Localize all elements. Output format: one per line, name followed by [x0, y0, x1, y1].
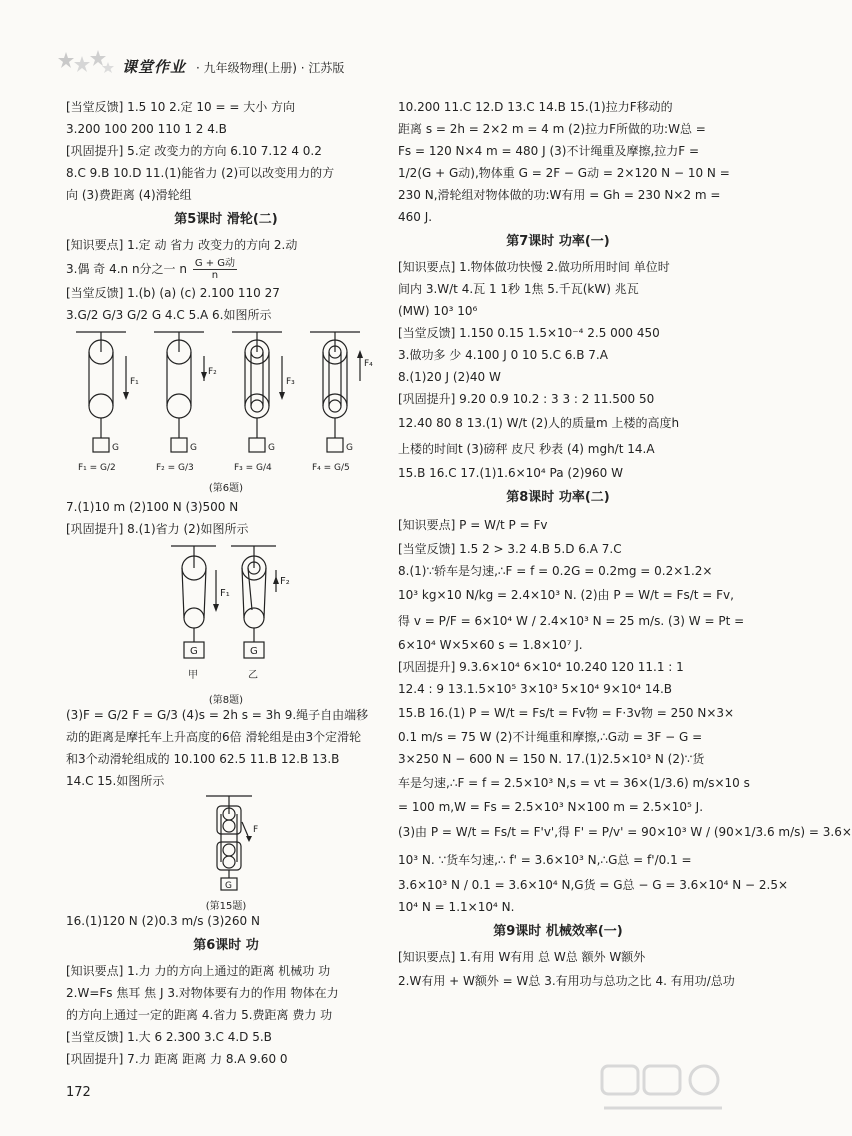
answer-line: 460 J. — [398, 210, 433, 224]
answer-line: 的方向上通过一定的距离 4.省力 5.费距离 费力 功 — [66, 1008, 333, 1022]
lesson-heading: 第5课时 滑轮(二) — [174, 212, 278, 227]
pulley-diagram-8 — [66, 540, 386, 688]
left-column — [66, 96, 386, 1070]
figure-caption: (第6题) — [208, 483, 244, 494]
answer-line: 8.C 9.B 10.D 11.(1)能省力 (2)可以改变用力的方 — [66, 166, 335, 180]
answer-line: 230 N,滑轮组对物体做的功:W有用 = Gh = 230 N×2 m = — [398, 188, 721, 202]
figure-sub-label: 乙 — [248, 670, 258, 681]
answer-line: 10.200 11.C 12.D 13.C 14.B 15.(1)拉力F移动的 — [398, 100, 673, 114]
answer-line: [巩固提升] 7.力 距离 距离 力 8.A 9.60 0 — [66, 1052, 288, 1066]
answer-text: 3.偶 奇 4.n n分之一 n — [66, 262, 187, 276]
svg-text:G: G — [250, 646, 258, 657]
answer-line: 车是匀速,∴F = f = 2.5×10³ N,s = vt = 36×(1/3.6) m/s×10 s — [398, 776, 750, 790]
answer-line: (3)由 P = W/t = Fs/t = F'v',得 F' = P/v' = 90×10³ W / (90×1/3.6 m/s) = 3.6× — [398, 825, 852, 839]
svg-text:G: G — [346, 443, 353, 453]
lesson-heading: 第7课时 功率(一) — [506, 234, 610, 249]
force-equation: F₁ = G/2 — [78, 463, 116, 473]
answer-line: [巩固提升] 9.20 0.9 10.2 : 3 3 : 2 11.500 50 — [398, 392, 655, 406]
svg-text:G: G — [225, 881, 232, 891]
svg-text:F₂: F₂ — [280, 576, 290, 587]
answer-line: 14.C 15.如图所示 — [66, 774, 165, 788]
lesson-heading: 第9课时 机械效率(一) — [493, 924, 623, 939]
answer-line: 0.1 m/s = 75 W (2)不计绳重和摩擦,∴G动 = 3F − G = — [398, 730, 703, 744]
decorative-stars-icon — [58, 48, 116, 80]
answer-line: [知识要点] 1.物体做功快慢 2.做功所用时间 单位时 — [398, 260, 670, 274]
answer-line: [巩固提升] 9.3.6×10⁴ 6×10⁴ 10.240 120 11.1 : 1 — [398, 660, 684, 674]
figure-15 — [66, 792, 386, 910]
force-label: F₃ — [286, 377, 295, 387]
answer-line: 16.(1)120 N (2)0.3 m/s (3)260 N — [66, 914, 260, 928]
force-equation: F₃ = G/4 — [234, 463, 272, 473]
fraction-numerator: G + G动 — [194, 258, 236, 269]
answer-line: 15.B 16.C 17.(1)1.6×10⁴ Pa (2)960 W — [398, 466, 623, 480]
answer-line: 10³ N. ∵货车匀速,∴ f' = 3.6×10³ N,∴G总 = f'/0.1 = — [398, 853, 692, 867]
answer-line: 动的距离是摩托车上升高度的6倍 滑轮组是由3个定滑轮 — [66, 730, 362, 744]
answer-line: [当堂反馈] 1.5 10 2.定 10 = = 大小 方向 — [66, 100, 296, 114]
answer-line: [当堂反馈] 1.(b) (a) (c) 2.100 110 27 — [66, 286, 280, 300]
right-column — [398, 96, 852, 994]
svg-text:G: G — [268, 443, 275, 453]
force-equation: F₂ = G/3 — [156, 463, 194, 473]
svg-text:G: G — [190, 646, 198, 657]
figure-caption: (第8题) — [208, 695, 244, 706]
answer-line: 3.做功多 少 4.100 J 0 10 5.C 6.B 7.A — [398, 348, 608, 362]
lesson-heading: 第8课时 功率(二) — [506, 490, 610, 505]
answer-line: [知识要点] 1.力 力的方向上通过的距离 机械功 功 — [66, 964, 331, 978]
answer-line: 向 (3)费距离 (4)滑轮组 — [66, 188, 192, 202]
answer-line: 8.(1)∵轿车是匀速,∴F = f = 0.2G = 0.2mg = 0.2×1.2× — [398, 564, 713, 578]
answer-line: [知识要点] 1.有用 W有用 总 W总 额外 W额外 — [398, 950, 646, 964]
figure-6 — [66, 326, 386, 496]
answer-line: 3.G/2 G/3 G/2 G 4.C 5.A 6.如图所示 — [66, 308, 272, 322]
answer-line: 6×10⁴ W×5×60 s = 1.8×10⁷ J. — [398, 638, 583, 652]
svg-text:G: G — [190, 443, 197, 453]
answer-line: 12.40 80 8 13.(1) W/t (2)人的质量m 上楼的高度h — [398, 416, 680, 430]
answer-line — [66, 256, 386, 282]
figure-8 — [66, 540, 386, 704]
page-header — [58, 48, 698, 88]
fraction-denominator: n — [211, 270, 219, 281]
svg-text:F₁: F₁ — [220, 588, 230, 599]
page-number: 172 — [66, 1085, 91, 1100]
svg-text:F: F — [253, 825, 259, 835]
answer-line: 上楼的时间t (3)磅秤 皮尺 秒表 (4) mgh/t 14.A — [398, 442, 655, 456]
answer-line: 2.W=Fs 焦耳 焦 J 3.对物体要有力的作用 物体在力 — [66, 986, 339, 1000]
fraction — [193, 258, 237, 281]
answer-line: [知识要点] P = W/t P = Fv — [398, 518, 548, 532]
svg-text:G: G — [112, 443, 119, 453]
force-label: F₂ — [208, 367, 217, 377]
answer-line: 2.W有用 + W额外 = W总 3.有用功与总功之比 4. 有用功/总功 — [398, 974, 735, 988]
answer-line: 7.(1)10 m (2)100 N (3)500 N — [66, 500, 239, 514]
answer-line: [巩固提升] 8.(1)省力 (2)如图所示 — [66, 522, 249, 536]
answer-line: [当堂反馈] 1.5 2 > 3.2 4.B 5.D 6.A 7.C — [398, 542, 622, 556]
answer-line: 3.200 100 200 110 1 2 4.B — [66, 122, 227, 136]
answer-line: 1/2(G + G动),物体重 G = 2F − G动 = 2×120 N − 10 N = — [398, 166, 730, 180]
lesson-heading: 第6课时 功 — [193, 938, 259, 953]
figure-sub-label: 甲 — [188, 670, 198, 681]
answer-line: 和3个动滑轮组成的 10.100 62.5 11.B 12.B 13.B — [66, 752, 340, 766]
answer-line: 10⁴ N = 1.1×10⁴ N. — [398, 900, 515, 914]
answer-line: 15.B 16.(1) P = W/t = Fs/t = Fv物 = F·3v物 = 250 N×3× — [398, 706, 735, 720]
book-title: 课堂作业 — [122, 58, 187, 76]
watermark-logo-icon — [598, 1062, 728, 1122]
answer-line: 3.6×10³ N / 0.1 = 3.6×10⁴ N,G货 = G总 − G = 3.6×10⁴ N − 2.5× — [398, 878, 789, 892]
answer-line: [知识要点] 1.定 动 省力 改变力的方向 2.动 — [66, 238, 298, 252]
force-label: F₄ — [364, 359, 373, 369]
answer-line: [巩固提升] 5.定 改变力的方向 6.10 7.12 4 0.2 — [66, 144, 322, 158]
force-equation: F₄ = G/5 — [312, 463, 350, 473]
figure-caption: (第15题) — [205, 901, 247, 912]
answer-line: 8.(1)20 J (2)40 W — [398, 370, 501, 384]
answer-line: 12.4 : 9 13.1.5×10⁵ 3×10³ 5×10⁴ 9×10⁴ 14.B — [398, 682, 673, 696]
answer-line: 3×250 N − 600 N = 150 N. 17.(1)2.5×10³ N (2)∵货 — [398, 752, 705, 766]
force-label: F₁ — [130, 377, 139, 387]
answer-line: Fs = 120 N×4 m = 480 J (3)不计绳重及摩擦,拉力F = — [398, 144, 700, 158]
answer-line: 10³ kg×10 N/kg = 2.4×10³ N. (2)由 P = W/t = Fs/t = Fv, — [398, 588, 734, 602]
pulley-diagram-6 — [66, 326, 386, 476]
answer-line: 距离 s = 2h = 2×2 m = 4 m (2)拉力F所做的功:W总 = — [398, 122, 706, 136]
book-subtitle: · 九年级物理(上册) · 江苏版 — [196, 61, 345, 75]
pulley-diagram-15 — [66, 792, 386, 894]
answer-line: (3)F = G/2 F = G/3 (4)s = 2h s = 3h 9.绳子自由端移 — [66, 708, 369, 722]
answer-line: 得 v = P/F = 6×10⁴ W / 2.4×10³ N = 25 m/s. (3) W = Pt = — [398, 614, 745, 628]
answer-line: [当堂反馈] 1.大 6 2.300 3.C 4.D 5.B — [66, 1030, 272, 1044]
answer-line: = 100 m,W = Fs = 2.5×10³ N×100 m = 2.5×10⁵ J. — [398, 800, 704, 814]
answer-line: (MW) 10³ 10⁶ — [398, 304, 478, 318]
answer-line: 间内 3.W/t 4.瓦 1 1秒 1焦 5.千瓦(kW) 兆瓦 — [398, 282, 639, 296]
answer-line: [当堂反馈] 1.150 0.15 1.5×10⁻⁴ 2.5 000 450 — [398, 326, 660, 340]
